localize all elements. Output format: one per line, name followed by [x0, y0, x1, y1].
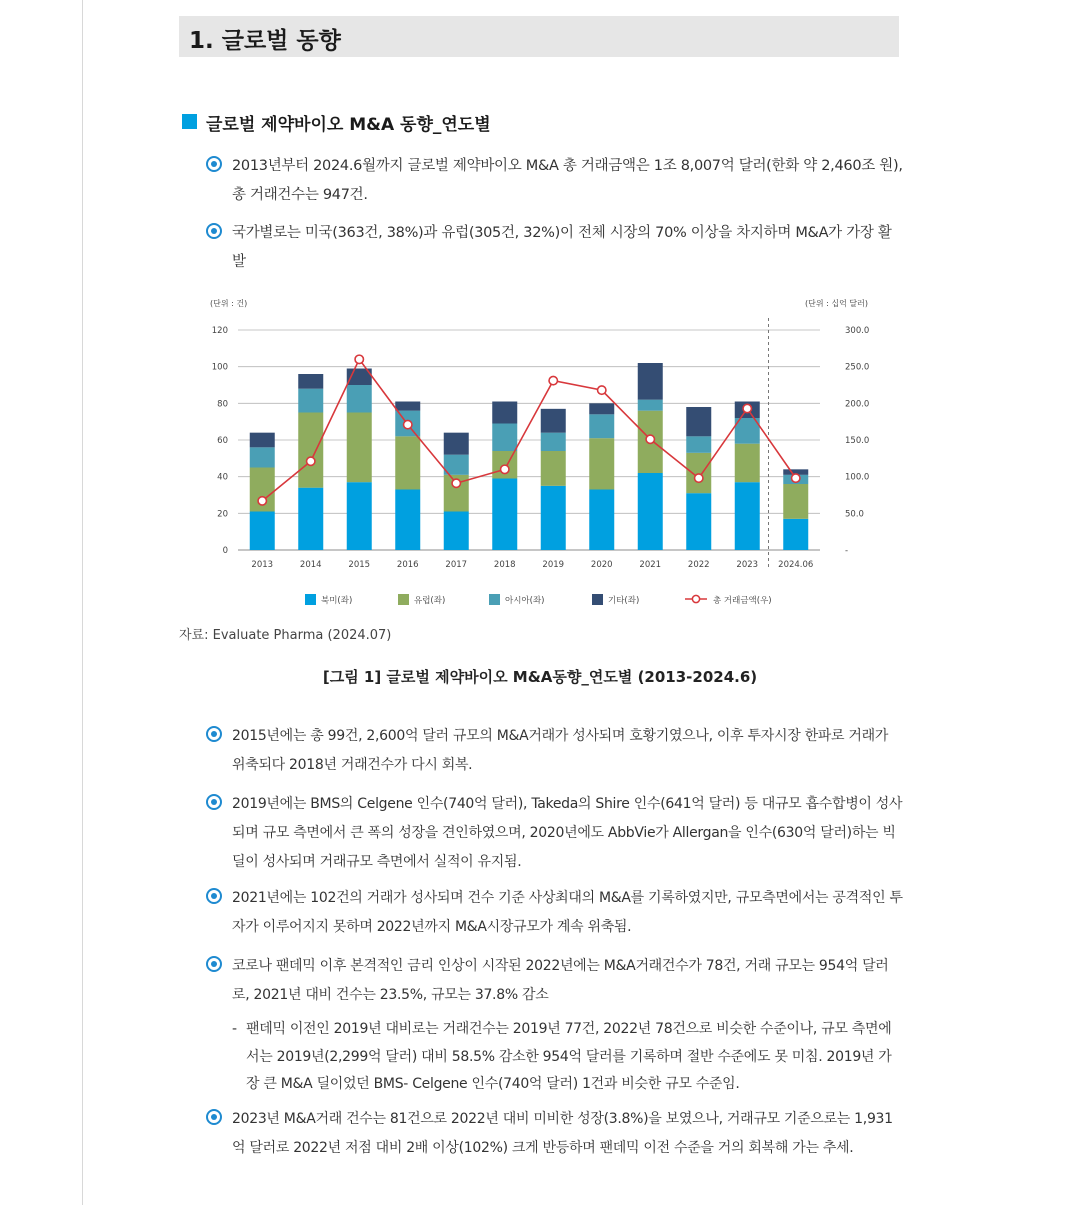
bullet-text: 2013년부터 2024.6월까지 글로벌 제약바이오 M&A 총 거래금액은 1조 8,007억 달러(한화 약 2,460조 원), 총 거래건수는 947건.: [232, 158, 903, 203]
line-point: [355, 355, 363, 363]
legend-swatch: [592, 594, 603, 605]
bar-segment: [250, 512, 275, 551]
left-tick-label: 40: [217, 472, 228, 483]
circle-bullet-icon: [206, 794, 222, 810]
bar-segment: [347, 385, 372, 413]
bar-segment: [250, 433, 275, 448]
right-tick-label: 200.0: [845, 399, 870, 410]
sub-bullet-text: 팬데믹 이전인 2019년 대비로는 거래건수는 2019년 77건, 2022년 78건으로 비슷한 수준이나, 규모 측면에서는 2019년(2,299억 달러) 대비 58.5% 감소한 954억 달러를 기록하며 절반 수준에도 못 미침. 2019년 가장 큰 M&A 딜이었던 BMS- Celgene 인수(740억 달러) 1건과 비슷한 규모 수준임.: [246, 1021, 892, 1092]
bar-segment: [492, 479, 517, 551]
x-tick-label: 2017: [445, 560, 468, 570]
line-point: [549, 376, 557, 384]
line-point: [598, 386, 606, 394]
left-tick-label: 0: [222, 546, 228, 556]
bar-segment: [298, 488, 323, 550]
line-point: [307, 457, 315, 465]
bar-segment: [638, 400, 663, 411]
bullet-text: 2021년에는 102건의 거래가 성사되며 건수 기준 사상최대의 M&A를 기록하였지만, 규모측면에서는 공격적인 투자가 이루어지지 못하며 2022년까지 M&A시장규모가 계속 위축됨.: [232, 890, 903, 935]
circle-bullet-icon: [206, 156, 222, 172]
x-tick-label: 2022: [687, 560, 710, 570]
bar-segment: [783, 484, 808, 519]
legend-swatch: [398, 594, 409, 605]
bar-segment: [347, 413, 372, 483]
x-tick-label: 2018: [493, 560, 516, 570]
right-axis-unit: (단위 : 십억 달러): [805, 299, 868, 308]
bar-segment: [492, 402, 517, 424]
section-header: [179, 16, 899, 57]
circle-bullet-icon: [206, 888, 222, 904]
dash-marker: -: [232, 1021, 237, 1037]
legend-label: 유럽(좌): [414, 596, 446, 606]
bar-segment: [395, 402, 420, 411]
left-tick-label: 80: [217, 399, 228, 410]
right-tick-label: 150.0: [845, 436, 870, 446]
line-point: [258, 497, 266, 505]
bar-segment: [589, 438, 614, 489]
line-point: [695, 474, 703, 482]
source-note: 자료: Evaluate Pharma (2024.07): [179, 628, 392, 643]
section-title: 1. 글로벌 동향: [189, 28, 341, 54]
subsection-title: 글로벌 제약바이오 M&A 동향_연도별: [206, 115, 491, 135]
left-tick-label: 60: [217, 436, 228, 446]
line-point: [501, 465, 509, 473]
bar-segment: [541, 433, 566, 451]
bar-segment: [444, 512, 469, 551]
circle-bullet-icon: [206, 956, 222, 972]
bar-segment: [541, 451, 566, 486]
left-tick-label: 20: [217, 509, 228, 520]
bar-segment: [638, 473, 663, 550]
left-axis-unit: (단위 : 건): [210, 299, 248, 308]
bar-segment: [686, 407, 711, 436]
square-bullet-icon: [182, 114, 197, 129]
x-tick-label: 2020: [590, 560, 613, 570]
x-tick-label: 2023: [736, 560, 759, 570]
bar-segment: [250, 447, 275, 467]
bullet-text: 국가별로는 미국(363건, 38%)과 유럽(305건, 32%)이 전체 시장의 70% 이상을 차지하며 M&A가 가장 활발: [232, 225, 892, 270]
bar-segment: [492, 424, 517, 452]
bar-segment: [735, 444, 760, 483]
bar-segment: [589, 403, 614, 414]
x-tick-label: 2024.06: [778, 560, 814, 570]
bar-segment: [589, 414, 614, 438]
left-tick-label: 100: [211, 362, 228, 373]
circle-bullet-icon: [206, 223, 222, 239]
line-point: [452, 479, 460, 487]
bullet-text: 2019년에는 BMS의 Celgene 인수(740억 달러), Takeda의 Shire 인수(641억 달러) 등 대규모 흡수합병이 성사되며 규모 측면에서 큰 폭의 성장을 견인하였으며, 2020년에도 AbbVie가 Allergan을 인수(630억 달러)하는 빅딜이 성사되며 거래규모 측면에서 실적이 유지됨.: [232, 796, 903, 870]
bullet-text: 2015년에는 총 99건, 2,600억 달러 규모의 M&A거래가 성사되며 호황기였으나, 이후 투자시장 한파로 거래가 위축되다 2018년 거래건수가 다시 회복.: [232, 728, 889, 773]
legend-swatch: [489, 594, 500, 605]
total-amount-line: [262, 359, 796, 501]
bar-segment: [347, 482, 372, 550]
bar-segment: [686, 493, 711, 550]
right-tick-label: -: [845, 546, 849, 556]
legend-swatch: [305, 594, 316, 605]
circle-bullet-icon: [206, 1109, 222, 1125]
legend-label: 북미(좌): [321, 596, 353, 606]
bar-segment: [735, 482, 760, 550]
right-tick-label: 100.0: [845, 472, 870, 483]
right-tick-label: 50.0: [845, 509, 864, 520]
legend-label: 기타(좌): [608, 596, 640, 606]
bar-segment: [298, 413, 323, 488]
right-tick-label: 300.0: [845, 326, 870, 336]
right-tick-label: 250.0: [845, 362, 870, 373]
bar-segment: [686, 436, 711, 453]
x-tick-label: 2021: [639, 560, 662, 570]
x-tick-label: 2015: [348, 560, 371, 570]
legend-marker: [692, 595, 699, 602]
bar-segment: [541, 486, 566, 550]
line-point: [743, 404, 751, 412]
x-tick-label: 2014: [299, 560, 322, 570]
figure-caption: [그림 1] 글로벌 제약바이오 M&A동향_연도별 (2013-2024.6): [322, 668, 758, 686]
bar-segment: [444, 433, 469, 455]
x-tick-label: 2013: [251, 560, 274, 570]
legend-label: 총 거래금액(우): [713, 596, 772, 606]
bar-segment: [395, 436, 420, 489]
bar-segment: [686, 453, 711, 493]
x-tick-label: 2016: [396, 560, 419, 570]
x-tick-label: 2019: [542, 560, 565, 570]
left-tick-label: 120: [211, 326, 228, 336]
page-margin-line: [82, 0, 83, 1205]
legend-label: 아시아(좌): [505, 596, 545, 606]
bar-segment: [589, 490, 614, 551]
line-point: [404, 420, 412, 428]
bar-segment: [395, 490, 420, 551]
bar-segment: [541, 409, 566, 433]
bar-segment: [638, 363, 663, 400]
bar-segment: [298, 389, 323, 413]
circle-bullet-icon: [206, 726, 222, 742]
line-point: [792, 474, 800, 482]
bar-segment: [783, 519, 808, 550]
bar-segment: [298, 374, 323, 389]
ma-trend-chart: [180, 290, 900, 620]
bullet-text: 코로나 팬데믹 이후 본격적인 금리 인상이 시작된 2022년에는 M&A거래건수가 78건, 거래 규모는 954억 달러로, 2021년 대비 건수는 23.5%, 규모는 37.8% 감소: [232, 958, 889, 1003]
bullet-text: 2023년 M&A거래 건수는 81건으로 2022년 대비 미비한 성장(3.8%)을 보였으나, 거래규모 기준으로는 1,931억 달러로 2022년 저점 대비 2배 이상(102%) 크게 반등하며 팬데믹 이전 수준을 거의 회복해 가는 추세.: [232, 1111, 893, 1156]
line-point: [646, 435, 654, 443]
